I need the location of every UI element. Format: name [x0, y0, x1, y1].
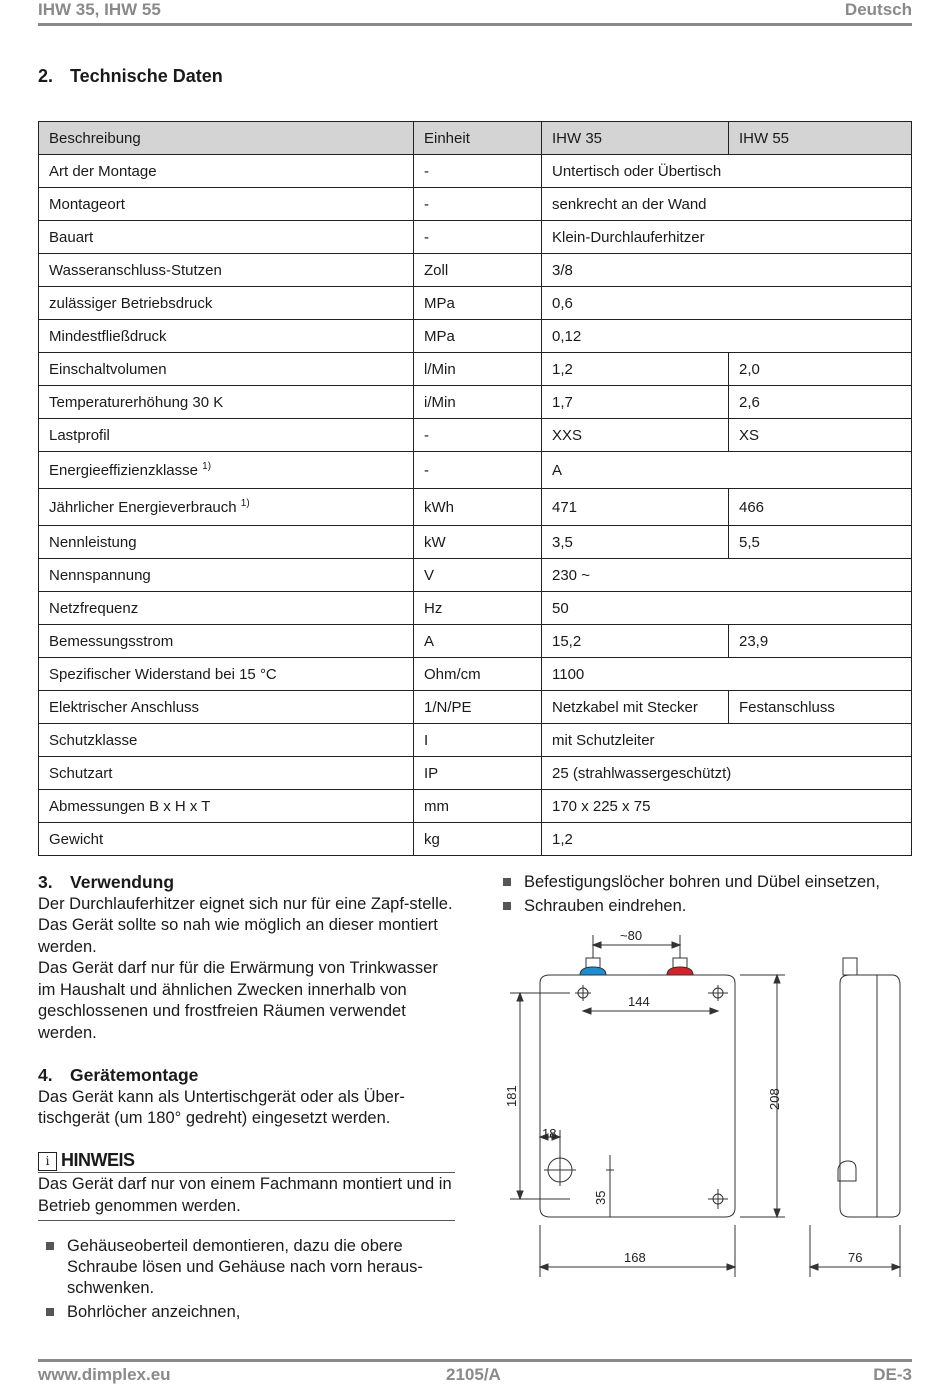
dim-holes-label: 144	[628, 994, 650, 1009]
table-cell-unit: MPa	[414, 287, 542, 320]
section-2-heading: 2. Technische Daten	[38, 66, 223, 86]
table-cell-unit: I	[414, 724, 542, 757]
table-cell-unit: MPa	[414, 320, 542, 353]
table-cell-ihw35: 1,7	[542, 386, 729, 419]
table-cell-ihw55: 23,9	[729, 625, 912, 658]
table-cell-description: Temperaturerhöhung 30 K	[39, 386, 414, 419]
table-row	[39, 320, 912, 353]
table-cell-description: Spezifischer Widerstand bei 15 °C	[39, 658, 414, 691]
table-cell-unit: V	[414, 559, 542, 592]
table-cell-description: Art der Montage	[39, 155, 414, 188]
table-cell-unit: kW	[414, 526, 542, 559]
list-item: Schrauben eindrehen.	[495, 896, 915, 917]
table-cell-ihw35: 3,5	[542, 526, 729, 559]
hot-water-icon	[667, 967, 693, 975]
table-cell-unit: kg	[414, 823, 542, 856]
table-cell-ihw35: Netzkabel mit Stecker	[542, 691, 729, 724]
table-cell-value: Untertisch oder Übertisch	[542, 155, 912, 188]
table-cell-value: 1100	[542, 658, 912, 691]
steps-right-list	[495, 872, 915, 920]
table-cell-unit: -	[414, 452, 542, 489]
footer-page: DE-3	[873, 1365, 912, 1384]
tech-data-table	[38, 121, 912, 856]
section-4-heading: 4. Gerätemontage	[38, 1065, 199, 1085]
table-cell-description: Nennspannung	[39, 559, 414, 592]
table-cell-description: Bemessungsstrom	[39, 625, 414, 658]
table-cell-unit: 1/N/PE	[414, 691, 542, 724]
table-cell-description: Elektrischer Anschluss	[39, 691, 414, 724]
table-cell-description: Lastprofil	[39, 419, 414, 452]
dim-18-label: 18	[542, 1126, 557, 1141]
bullet-square-icon	[46, 1308, 54, 1316]
section-3	[38, 872, 458, 1044]
table-header-cell: Einheit	[414, 122, 542, 155]
mounting-dimension-drawing	[500, 925, 920, 1285]
footer-url: www.dimplex.eu	[38, 1365, 171, 1384]
table-cell-unit: mm	[414, 790, 542, 823]
table-cell-value: 25 (strahlwassergeschützt)	[542, 757, 912, 790]
table-row	[39, 254, 912, 287]
table-cell-value: 3/8	[542, 254, 912, 287]
hinweis-text: Das Gerät darf nur von einem Fachmann montiert und in Betrieb genommen werden.	[38, 1175, 452, 1215]
table-cell-unit: l/Min	[414, 353, 542, 386]
table-cell-description: Nennleistung	[39, 526, 414, 559]
header-language: Deutsch	[844, 0, 912, 19]
table-cell-value: 50	[542, 592, 912, 625]
footer-doc-id: 2105/A	[446, 1365, 501, 1384]
table-cell-value: 0,6	[542, 287, 912, 320]
table-row	[39, 823, 912, 856]
table-header-cell: Beschreibung	[39, 122, 414, 155]
table-cell-ihw55: Festanschluss	[729, 691, 912, 724]
table-cell-description: Schutzklasse	[39, 724, 414, 757]
table-cell-description: Energieeffizienzklasse $^{1)}$	[39, 452, 414, 489]
table-row	[39, 221, 912, 254]
table-cell-value: 230 ~	[542, 559, 912, 592]
table-cell-value: 0,12	[542, 320, 912, 353]
table-cell-description: Wasseranschluss-Stutzen	[39, 254, 414, 287]
table-cell-description: Jährlicher Energieverbrauch $^{1)}$	[39, 489, 414, 526]
table-cell-description: zulässiger Betriebsdruck	[39, 287, 414, 320]
section-3-paragraph-2: Das Gerät darf nur für die Erwärmung von Trinkwasser im Haushalt und ähnlichen Zwecken innerhalb von geschlossenen und frostfreien Räumen verwendet werden.	[38, 959, 438, 1042]
bullet-square-icon	[503, 878, 511, 886]
hinweis-label: HINWEIS	[61, 1150, 135, 1171]
section-4-paragraph: Das Gerät kann als Untertischgerät oder als Über-tischgerät (um 180° gedreht) eingesetzt werden.	[38, 1087, 405, 1127]
table-row	[39, 559, 912, 592]
table-cell-unit: IP	[414, 757, 542, 790]
cold-water-icon	[580, 967, 606, 975]
table-cell-ihw35: XXS	[542, 419, 729, 452]
table-cell-ihw55: 2,0	[729, 353, 912, 386]
table-cell-value: A	[542, 452, 912, 489]
table-cell-ihw55: 5,5	[729, 526, 912, 559]
table-cell-unit: -	[414, 221, 542, 254]
table-cell-description: Bauart	[39, 221, 414, 254]
table-row	[39, 489, 912, 526]
section-3-heading: 3. Verwendung	[38, 872, 175, 892]
table-cell-unit: Ohm/cm	[414, 658, 542, 691]
table-row	[39, 452, 912, 489]
table-cell-unit: Zoll	[414, 254, 542, 287]
footnote-mark: 1)	[202, 461, 212, 472]
table-cell-unit: Hz	[414, 592, 542, 625]
table-cell-description: Einschaltvolumen	[39, 353, 414, 386]
footer-rule	[38, 1359, 912, 1362]
table-cell-value: mit Schutzleiter	[542, 724, 912, 757]
table-cell-unit: -	[414, 419, 542, 452]
section-3-paragraph-1: Der Durchlauferhitzer eignet sich nur für eine Zapf-stelle. Das Gerät sollte so nah wie möglich an dieser montiert werden.	[38, 894, 453, 956]
table-row	[39, 691, 912, 724]
dim-width-label: 168	[624, 1250, 646, 1265]
dim-35-label: 35	[593, 1190, 608, 1205]
table-row	[39, 287, 912, 320]
table-cell-unit: i/Min	[414, 386, 542, 419]
table-row	[39, 724, 912, 757]
table-cell-ihw35: 471	[542, 489, 729, 526]
header-rule	[38, 23, 912, 26]
table-cell-ihw35: 1,2	[542, 353, 729, 386]
table-header-cell: IHW 35	[542, 122, 729, 155]
table-cell-description: Mindestfließdruck	[39, 320, 414, 353]
list-item: Befestigungslöcher bohren und Dübel einsetzen,	[495, 872, 915, 893]
dim-height-label: 208	[767, 1088, 782, 1110]
table-row	[39, 658, 912, 691]
table-row	[39, 386, 912, 419]
list-item: Bohrlöcher anzeichnen,	[38, 1302, 458, 1323]
dim-top-label: ~80	[620, 928, 643, 943]
table-cell-description: Montageort	[39, 188, 414, 221]
table-row	[39, 188, 912, 221]
table-cell-unit: A	[414, 625, 542, 658]
table-cell-description: Netzfrequenz	[39, 592, 414, 625]
list-item: Gehäuseoberteil demontieren, dazu die obere Schraube lösen und Gehäuse nach vorn heraus-schwenken.	[38, 1236, 458, 1299]
table-row	[39, 353, 912, 386]
table-cell-value: Klein-Durchlauferhitzer	[542, 221, 912, 254]
table-row	[39, 757, 912, 790]
header-model: IHW 35, IHW 55	[38, 0, 161, 19]
table-row	[39, 625, 912, 658]
table-header-cell: IHW 55	[729, 122, 912, 155]
bullet-square-icon	[503, 902, 511, 910]
info-icon: i	[38, 1152, 57, 1171]
table-row	[39, 592, 912, 625]
table-cell-description: Schutzart	[39, 757, 414, 790]
table-cell-description: Gewicht	[39, 823, 414, 856]
table-cell-unit: -	[414, 155, 542, 188]
section-4	[38, 1065, 458, 1130]
table-row	[39, 526, 912, 559]
table-cell-value: senkrecht an der Wand	[542, 188, 912, 221]
dim-height-holes-label: 181	[504, 1085, 519, 1107]
table-row	[39, 790, 912, 823]
table-cell-ihw55: XS	[729, 419, 912, 452]
table-cell-ihw55: 466	[729, 489, 912, 526]
dim-depth-label: 76	[848, 1250, 863, 1265]
table-cell-unit: -	[414, 188, 542, 221]
table-row	[39, 155, 912, 188]
table-header-row	[39, 122, 912, 155]
footnote-mark: 1)	[240, 498, 250, 509]
table-cell-value: 1,2	[542, 823, 912, 856]
table-cell-value: 170 x 225 x 75	[542, 790, 912, 823]
table-cell-description: Abmessungen B x H x T	[39, 790, 414, 823]
table-cell-ihw55: 2,6	[729, 386, 912, 419]
table-row	[39, 419, 912, 452]
table-cell-ihw35: 15,2	[542, 625, 729, 658]
steps-left-list	[38, 1236, 458, 1326]
bullet-square-icon	[46, 1242, 54, 1250]
hinweis-box	[38, 1151, 455, 1221]
table-cell-unit: kWh	[414, 489, 542, 526]
